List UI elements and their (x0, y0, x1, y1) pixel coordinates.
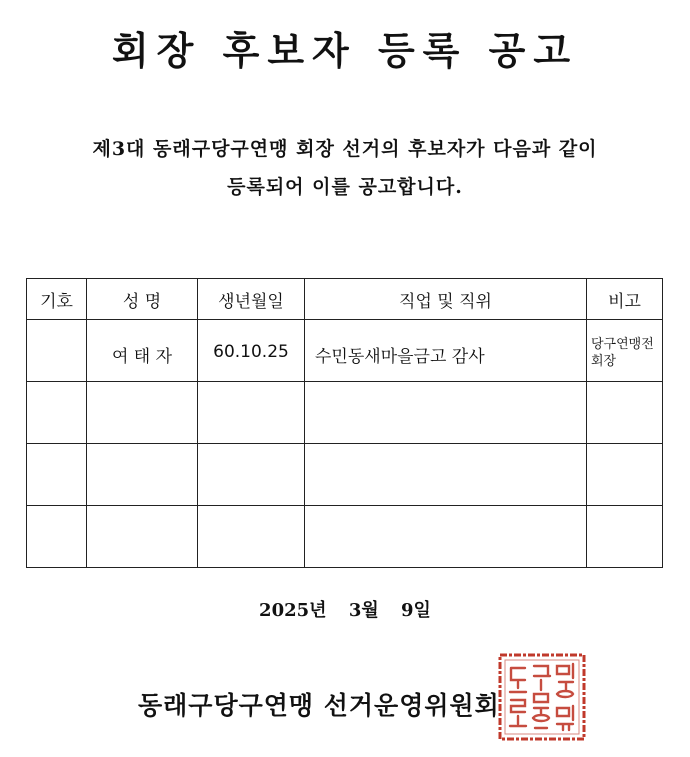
candidate-note: 당구연맹전 회장 (591, 337, 654, 369)
cell-note (587, 382, 663, 444)
cell-birth (198, 320, 305, 382)
organization-name: 동래구당구연맹 선거운영위원회 (138, 691, 500, 720)
table-row (27, 506, 663, 568)
candidate-table (26, 278, 663, 568)
cell-number (27, 506, 87, 568)
date-month: 3월 (348, 600, 379, 621)
table-row (27, 382, 663, 444)
cell-birth (198, 506, 305, 568)
cell-note (587, 444, 663, 506)
cell-birth (198, 444, 305, 506)
candidate-job (305, 444, 586, 466)
cell-note (587, 506, 663, 568)
header-name: 성 명 (87, 279, 198, 320)
candidate-job (305, 382, 586, 404)
cell-birth (198, 382, 305, 444)
header-birthdate: 생년월일 (198, 279, 305, 320)
cell-name (87, 382, 198, 444)
cell-note (587, 320, 663, 382)
cell-number-text (27, 320, 86, 342)
cell-job (305, 506, 587, 568)
candidate-name (87, 382, 197, 404)
cell-name (87, 320, 198, 382)
candidate-name: 여 태 자 (111, 347, 173, 367)
candidate-birthdate (198, 382, 304, 404)
candidate-note (587, 444, 662, 460)
header-job-position: 직업 및 직위 (305, 279, 587, 320)
candidate-job: 수민동새마을금고 감사 (315, 347, 485, 367)
cell-number-text (27, 506, 86, 528)
date-day: 9일 (401, 600, 431, 621)
candidate-birthdate (198, 506, 304, 528)
header-remarks: 비고 (587, 279, 663, 320)
cell-number-text (27, 382, 86, 404)
candidate-birthdate (198, 444, 304, 466)
intro-line-2: 등록되어 이를 공고합니다. (227, 176, 463, 198)
table-header-row (27, 279, 663, 320)
cell-number-text (27, 444, 86, 466)
date-year: 2025년 (259, 600, 327, 621)
notice-date (0, 596, 690, 622)
cell-job (305, 320, 587, 382)
cell-number (27, 444, 87, 506)
table-row (27, 444, 663, 506)
cell-number (27, 382, 87, 444)
official-seal-icon (497, 652, 587, 742)
intro-line-1: 제3대 동래구당구연맹 회장 선거의 후보자가 다음과 같이 (92, 138, 598, 160)
candidate-job (305, 506, 586, 528)
candidate-name (87, 444, 197, 466)
candidate-birthdate: 60.10.25 (213, 342, 289, 362)
cell-name (87, 506, 198, 568)
candidate-note (587, 382, 662, 398)
header-number: 기호 (27, 279, 87, 320)
cell-job (305, 382, 587, 444)
cell-name (87, 444, 198, 506)
notice-title: 회장 후보자 등록 공고 (111, 28, 579, 73)
candidate-note (587, 506, 662, 522)
cell-number (27, 320, 87, 382)
cell-job (305, 444, 587, 506)
table-row (27, 320, 663, 382)
candidate-name (87, 506, 197, 528)
